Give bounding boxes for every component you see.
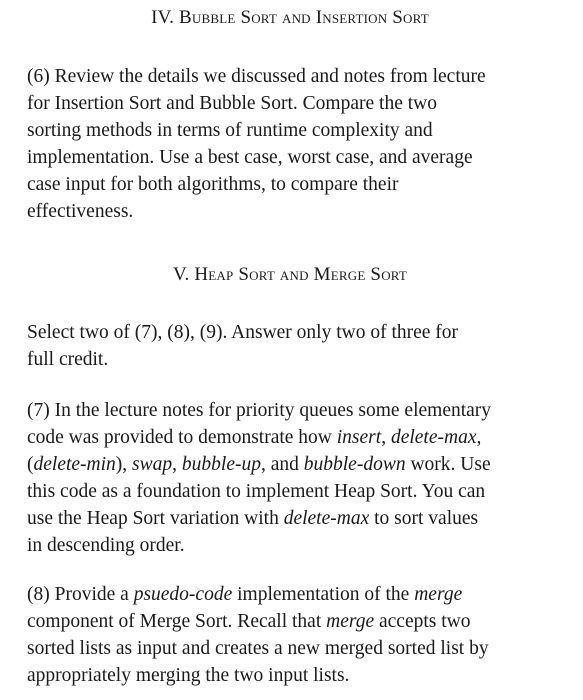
text-run: , bbox=[381, 427, 391, 448]
term-merge: merge bbox=[326, 611, 375, 632]
text-run: (8) Provide a bbox=[27, 584, 134, 605]
paragraph-line: this code as a foundation to implement Heap Sort. You can bbox=[27, 481, 486, 502]
text-run: component of Merge Sort. Recall that bbox=[27, 611, 327, 632]
paragraph-line: (6) Review the details we discussed and notes from lecture bbox=[27, 66, 486, 87]
question-8-paragraph bbox=[27, 581, 583, 689]
paragraph-line: for Insertion Sort and Bubble Sort. Compare the two bbox=[27, 93, 437, 114]
paragraph-line: implementation. Use a best case, worst case, and average bbox=[27, 147, 473, 168]
paragraph-line: Select two of (7), (8), (9). Answer only two of three for bbox=[27, 322, 459, 343]
section-title: Heap Sort and Merge Sort bbox=[194, 264, 408, 285]
section-title: Bubble Sort and Insertion Sort bbox=[179, 7, 429, 28]
paragraph-line bbox=[27, 451, 583, 478]
text-run: , bbox=[172, 454, 182, 475]
paragraph-line: (7) In the lecture notes for priority queues some elementary bbox=[27, 400, 492, 421]
term-delete-max: delete-max bbox=[390, 427, 477, 448]
term-bubble-down: bubble-down bbox=[303, 454, 406, 475]
term-bubble-up: bubble-up bbox=[181, 454, 261, 475]
text-run: implementation of the bbox=[232, 584, 415, 605]
question-6-paragraph bbox=[27, 63, 583, 225]
term-merge: merge bbox=[414, 584, 463, 605]
paragraph-line: effectiveness. bbox=[27, 201, 134, 222]
section-heading-v bbox=[27, 263, 553, 287]
paragraph-line: in descending order. bbox=[27, 535, 185, 556]
paragraph-line bbox=[27, 581, 583, 608]
term-delete-max: delete-max bbox=[283, 508, 370, 529]
term-insert: insert bbox=[336, 427, 382, 448]
text-run: ( bbox=[27, 454, 34, 475]
paragraph-line: sorted lists as input and creates a new merged sorted list by bbox=[27, 638, 489, 659]
paragraph-line bbox=[27, 424, 583, 451]
text-run: , bbox=[476, 427, 482, 448]
paragraph-line: full credit. bbox=[27, 349, 109, 370]
paragraph-line bbox=[27, 505, 583, 532]
term-delete-min: delete-min bbox=[33, 454, 116, 475]
section-numeral: V. bbox=[172, 264, 190, 285]
paragraph-line: case input for both algorithms, to compare their bbox=[27, 174, 399, 195]
text-run: work. Use bbox=[405, 454, 491, 475]
text-run: to sort values bbox=[369, 508, 479, 529]
text-run: use the Heap Sort variation with bbox=[27, 508, 284, 529]
section-heading-iv bbox=[27, 6, 553, 30]
text-run: accepts two bbox=[374, 611, 471, 632]
text-run: ), bbox=[115, 454, 133, 475]
paragraph-line: sorting methods in terms of runtime complexity and bbox=[27, 120, 433, 141]
paragraph-line: appropriately merging the two input lists. bbox=[27, 665, 350, 686]
section-numeral: IV. bbox=[151, 7, 175, 28]
paragraph-line bbox=[27, 608, 583, 635]
instructions-paragraph bbox=[27, 319, 583, 373]
text-run: code was provided to demonstrate how bbox=[27, 427, 337, 448]
question-7-paragraph bbox=[27, 397, 583, 559]
term-swap: swap bbox=[132, 454, 173, 475]
text-run: , and bbox=[260, 454, 304, 475]
term-psuedo-code: psuedo-code bbox=[133, 584, 233, 605]
